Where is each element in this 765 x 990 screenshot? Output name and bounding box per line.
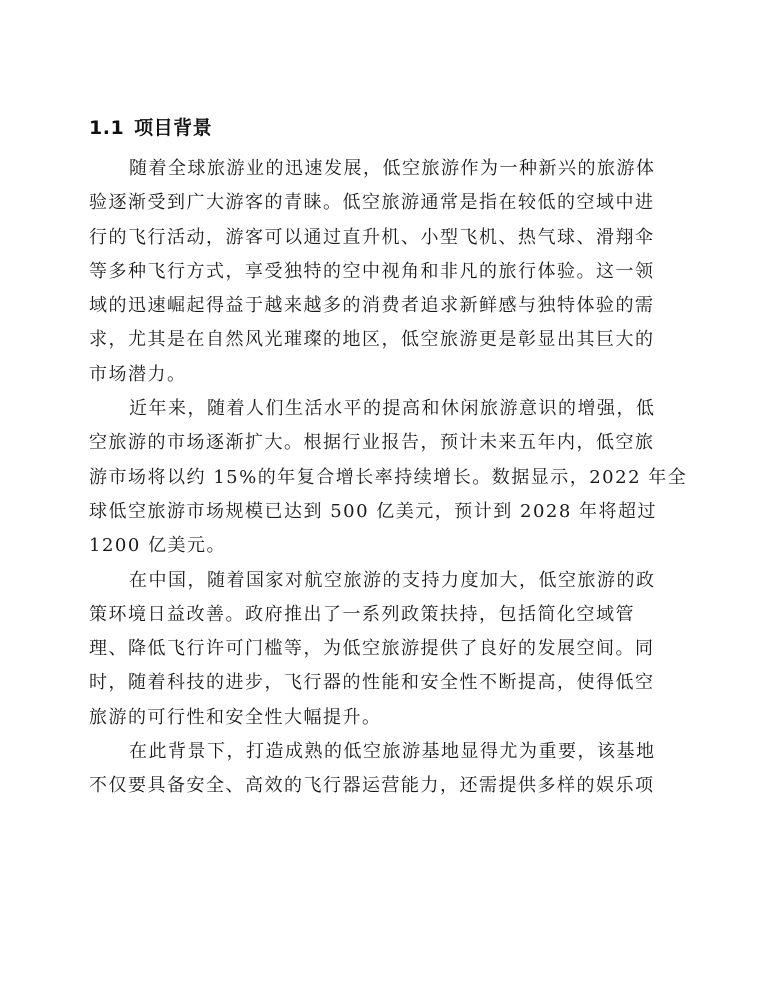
paragraph-line: 时，随着科技的进步，飞行器的性能和安全性不断提高，使得低空 xyxy=(89,672,655,694)
paragraph-3 xyxy=(89,564,689,735)
paragraph-line: 等多种飞行方式，享受独特的空中视角和非凡的旅行体验。这一领 xyxy=(89,260,655,282)
paragraph-line: 验逐渐受到广大游客的青睐。低空旅游通常是指在较低的空域中进 xyxy=(89,192,655,214)
paragraph-line: 近年来，随着人们生活水平的提高和休闲旅游意识的增强，低 xyxy=(129,398,656,420)
paragraph-line: 域的迅速崛起得益于越来越多的消费者追求新鲜感与独特体验的需 xyxy=(89,295,655,317)
paragraph-line: 不仅要具备安全、高效的飞行器运营能力，还需提供多样的娱乐项 xyxy=(89,775,655,797)
paragraph-line: 策环境日益改善。政府推出了一系列政策扶持，包括简化空域管 xyxy=(89,603,635,625)
paragraph-line: 1200 亿美元。 xyxy=(89,535,227,557)
paragraph-line: 求，尤其是在自然风光璀璨的地区，低空旅游更是彰显出其巨大的 xyxy=(89,329,655,351)
paragraph-line: 空旅游的市场逐渐扩大。根据行业报告，预计未来五年内，低空旅 xyxy=(89,432,655,454)
paragraph-line: 旅游的可行性和安全性大幅提升。 xyxy=(89,706,382,728)
body-text xyxy=(89,152,689,804)
paragraph-line: 球低空旅游市场规模已达到 500 亿美元，预计到 2028 年将超过 xyxy=(89,500,658,522)
paragraph-line: 在此背景下，打造成熟的低空旅游基地显得尤为重要，该基地 xyxy=(129,741,656,763)
paragraph-line: 在中国，随着国家对航空旅游的支持力度加大，低空旅游的政 xyxy=(129,569,656,591)
paragraph-line: 行的飞行活动，游客可以通过直升机、小型飞机、热气球、滑翔伞 xyxy=(89,226,655,248)
paragraph-line: 随着全球旅游业的迅速发展，低空旅游作为一种新兴的旅游体 xyxy=(129,158,656,179)
paragraph-1 xyxy=(89,152,689,392)
paragraph-2 xyxy=(89,392,689,563)
section-heading xyxy=(89,114,212,142)
paragraph-line: 市场潜力。 xyxy=(89,363,187,385)
section-title: 项目背景 xyxy=(134,117,213,139)
section-number: 1.1 xyxy=(89,117,125,139)
paragraph-line: 游市场将以约 15%的年复合增长率持续增长。数据显示，2022 年全 xyxy=(89,466,688,488)
paragraph-line: 理、降低飞行许可门槛等，为低空旅游提供了良好的发展空间。同 xyxy=(89,638,655,660)
paragraph-4 xyxy=(89,735,689,804)
